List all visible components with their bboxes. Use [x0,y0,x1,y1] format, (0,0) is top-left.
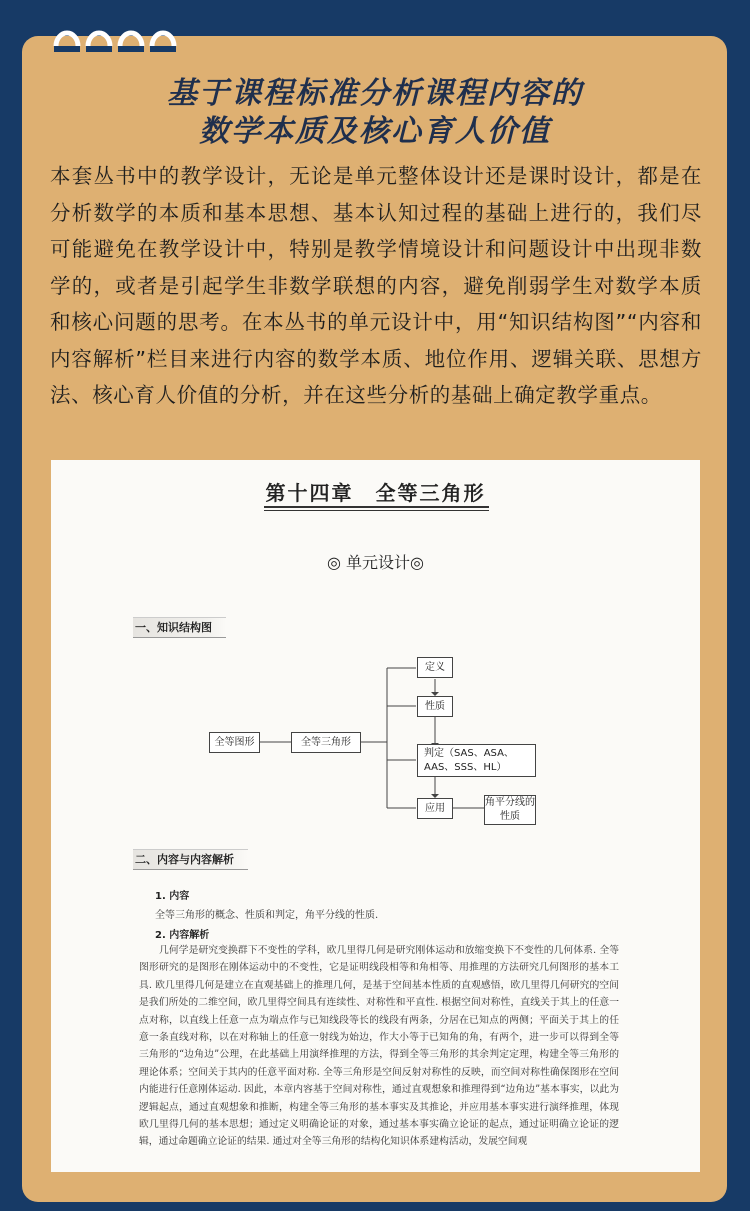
analysis-paragraph: 几何学是研究变换群下不变性的学科，欧几里得几何是研究刚体运动和放缩变换下不变性的几何体系. 全等图形研究的是图形在刚体运动中的不变性，它是证明线段相等和角相等、用推理的方法研究几何图形的基本工具. 欧几里得几何是建立在直观基础上的推理几何，是基于空间基本性质的直观感悟，欧几里得几何研究的空间是我们所处的二维空间，欧几里得空间具有连续性、对称性和平直性. 根据空间对称性，直线关于其上的任意一点对称，以直线上任意一点为端点作与已知线段等长的线段有两条，分居在已知点的两侧；平面关于其上的任意一条直线对称，以在对称轴上的任意一射线为始边，作大小等于已知角的角，有两个，进一步可以得到全等三角形的“边角边”公理，在此基础上用演绎推理的方法，得到全等三角形的其余判定定理，构建全等三角形的理论体系；空间关于其内的任意平面对称. 全等三角形是空间反射对称性的反映，而空间对称性确保图形在空间内能进行任意刚体运动. 因此，本章内容基于空间对称性，通过直观想象和推理得到“边角边”基本事实，以此为逻辑起点，通过直观想象和推断，构建全等三角形的基本事实及其推论，并应用基本事实进行演绎推理，体现欧几里得几何的基本思想；通过定义明确论证的对象，通过基本事实确立论证的起点，通过证明确立论证的逻辑，通过命题确立论证的结果. 通过对全等三角形的结构化知识体系建构活动，发展空间观 [139,945,619,1148]
node-definition: 定义 [417,657,453,678]
document-scan [51,460,700,1172]
content-text: 全等三角形的概念、性质和判定，角平分线的性质. [155,910,379,921]
analysis-body [139,942,619,1151]
node-property: 性质 [417,696,453,717]
node-judgement: 判定（SAS、ASA、AAS、SSS、HL） [417,744,536,777]
chapter-title: 第十四章 全等三角形 [265,481,486,505]
analysis-label: 2. 内容解析 [155,930,210,941]
node-congruent-triangles: 全等三角形 [291,732,361,753]
section-heading-content: 二、内容与内容解析 [133,849,248,870]
section-heading-structure: 一、知识结构图 [133,617,226,638]
title-line-2: 数学本质及核心育人价值 [199,114,551,149]
unit-heading: ◎ 单元设计◎ [326,553,424,572]
intro-paragraph: 本套丛书中的教学设计，无论是单元整体设计还是课时设计，都是在分析数学的本质和基本思想、基本认知过程的基础上进行的，我们尽可能避免在教学设计中，特别是教学情境设计和问题设计中出现非数学的，或者是引起学生非数学联想的内容，避免削弱学生对数学本质和核心问题的思考。在本丛书的单元设计中，用“知识结构图”“内容和内容解析”栏目来进行内容的数学本质、地位作用、逻辑关联、思想方法、核心育人价值的分析，并在这些分析的基础上确定教学重点。 [50,164,702,407]
title-line-1: 基于课程标准分析课程内容的 [167,76,583,111]
binder-rings-icon [50,16,180,56]
node-application: 应用 [417,798,453,819]
content-label: 1. 内容 [155,891,190,902]
node-angle-bisector: 角平分线的性质 [484,795,536,825]
node-congruent-figures: 全等图形 [209,732,260,753]
